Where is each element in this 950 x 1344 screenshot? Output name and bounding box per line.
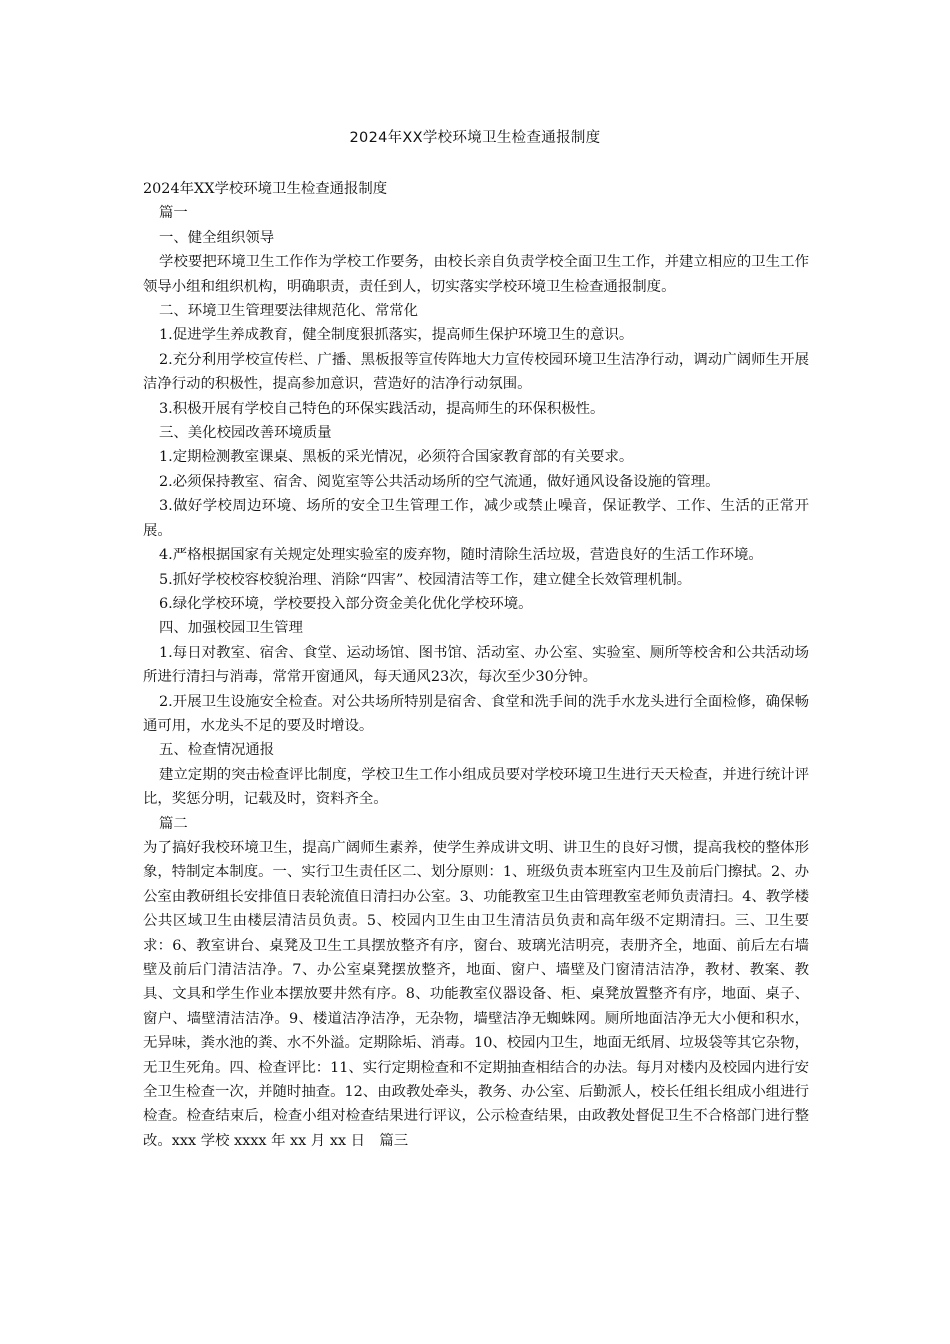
section1-heading: 一、健全组织领导 <box>159 229 275 246</box>
section4-item-1: 1.每日对教室、宿舍、食堂、运动场馆、图书馆、活动室、办公室、实验室、厕所等校舍和公共活动场所进行清扫与消毒，常常开窗通风，每天通风23次，每次至少30分钟。 <box>143 644 809 686</box>
document-title: 2024年XX学校环境卫生检查通报制度 <box>349 130 601 146</box>
section3-item-3: 3.做好学校周边环境、场所的安全卫生管理工作，减少或禁止噪音，保证教学、工作、生活的正常开展。 <box>143 498 809 539</box>
part1-heading: 篇一 <box>159 205 188 222</box>
section3-item-6: 6.绿化学校环境，学校要投入部分资金美化优化学校环境。 <box>159 595 533 612</box>
section2-heading: 二、环境卫生管理要法律规范化、常常化 <box>159 303 419 320</box>
section2-item-2: 2.充分利用学校宣传栏、广播、黑板报等宣传阵地大力宣传校园环境卫生洁净行动，调动广阔师生开展洁净行动的积极性，提高参加意识，营造好的洁净行动氛围。 <box>143 351 809 393</box>
document-body <box>143 177 809 1153</box>
section3-item-2: 2.必须保持教室、宿舍、阅览室等公共活动场所的空气流通，做好通风设备设施的管理。 <box>159 473 720 490</box>
section3-item-4: 4.严格根据国家有关规定处理实验室的废弃物，随时清除生活垃圾，营造良好的生活工作环境。 <box>159 547 763 564</box>
section3-heading: 三、美化校园改善环境质量 <box>159 425 332 442</box>
section5-paragraph: 建立定期的突击检查评比制度，学校卫生工作小组成员要对学校环境卫生进行天天检查，并进行统计评比，奖惩分明，记载及时，资料齐全。 <box>143 766 809 808</box>
document-subtitle: 2024年XX学校环境卫生检查通报制度 <box>143 181 388 197</box>
section4-item-2: 2.开展卫生设施安全检查。对公共场所特别是宿舍、食堂和洗手间的洗手水龙头进行全面检修，确保畅通可用，水龙头不足的要及时增设。 <box>143 693 809 734</box>
section2-item-3: 3.积极开展有学校自己特色的环保实践活动，提高师生的环保积极性。 <box>159 400 605 417</box>
section3-item-1: 1.定期检测教室课桌、黑板的采光情况，必须符合国家教育部的有关要求。 <box>159 449 634 466</box>
section1-paragraph: 学校要把环境卫生工作作为学校工作要务，由校长亲自负责学校全面卫生工作，并建立相应的卫生工作领导小组和组织机构，明确职责，责任到人，切实落实学校环境卫生检查通报制度。 <box>143 254 809 295</box>
section5-heading: 五、检查情况通报 <box>159 742 275 759</box>
section3-item-5: 5.抓好学校校容校貌治理、消除“四害”、校园清洁等工作，建立健全长效管理机制。 <box>159 571 692 588</box>
section4-heading: 四、加强校园卫生管理 <box>159 620 303 637</box>
part2-heading: 篇二 <box>159 815 188 832</box>
part2-body: 为了搞好我校环境卫生，提高广阔师生素养，使学生养成讲文明、讲卫生的良好习惯，提高我校的整体形象，特制定本制度。一、实行卫生责任区二、划分原则：1、班级负责本班室内卫生及前后门擦拭。2、办公室由教研组长安排值日表轮流值日清扫办公室。3、功能教室卫生由管理教室老师负责清扫。4、教学楼公共区域卫生由楼层清洁员负责。5、校园内卫生由卫生清洁员负责和高年级不定期清扫。三、卫生要求：6、教室讲台、桌凳及卫生工具摆放整齐有序，窗台、玻璃光洁明亮，表册齐全，地面、前后左右墙壁及前后门清洁洁净。7、办公室桌凳摆放整齐，地面、窗户、墙壁及门窗清洁洁净，教材、教案、教具、文具和学生作业本摆放要井然有序。8、功能教室仪器设备、柜、桌凳放置整齐有序，地面、桌子、窗户、墙壁清洁洁净。9、楼道洁净洁净，无杂物，墙壁洁净无蜘蛛网。厕所地面洁净无大小便和积水，无异味，粪水池的粪、水不外溢。定期除垢、消毒。10、校园内卫生，地面无纸屑、垃圾袋等其它杂物，无卫生死角。四、检查评比：11、实行定期检查和不定期抽查相结合的办法。每月对楼内及校园内进行安全卫生检查一次，并随时抽查。12、由政教处牵头，教务、办公室、后勤派人，校长任组长组成小组进行检查。检查结束后，检查小组对检查结果进行评议，公示检查结果，由政教处督促卫生不合格部门进行整改。xxx 学校 xxxx 年 xx 月 xx 日 篇三 <box>143 839 809 1149</box>
section2-item-1: 1.促进学生养成教育，健全制度狠抓落实，提高师生保护环境卫生的意识。 <box>159 327 634 344</box>
